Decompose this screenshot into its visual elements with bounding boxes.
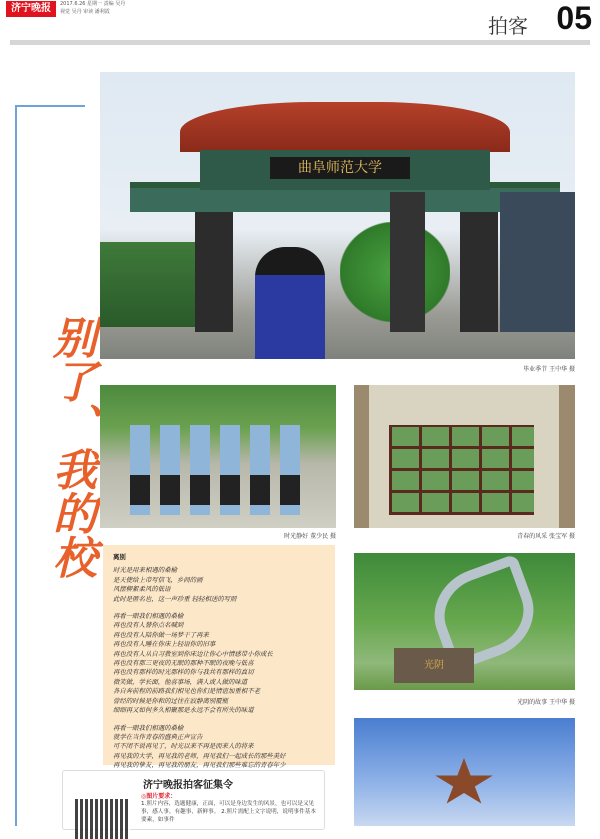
poem-box — [103, 545, 335, 770]
feature-title: 别了、我的校 — [45, 315, 96, 579]
call-for-photos-title: 济宁晚报拍客征集令 — [143, 780, 233, 791]
photo-hands-star — [354, 718, 575, 826]
photo-students — [100, 385, 336, 528]
photo-sculpture — [354, 553, 575, 690]
poem-line: 微笑做，学长面，他喜事场，满人或人做的味道 — [113, 677, 248, 686]
poem-line: 时光是用来相遇的桑榆 — [113, 566, 177, 575]
photo-caption: 时光静好 董少民 摄 — [284, 533, 336, 540]
poem-line: 再看一眼我们相遇的桑榆 — [113, 612, 184, 621]
poem-line: 再见我的挚友，再见我的朋友，再见我们那些难忘的青春年少 — [113, 761, 286, 770]
poem-title: 离别 — [113, 553, 126, 561]
editor-line: 视觉 吴丹 审读 潘利霞 — [60, 9, 110, 15]
decorative-line-top — [15, 105, 85, 107]
poem-line: 再见我的大学，再见我的老师，再见我们一起成长的那些美好 — [113, 751, 286, 760]
photo-caption: 光阴的故事 王中华 摄 — [517, 699, 575, 706]
poem-line: 再也没有人从自习教室到你床边让你心中情感带小你成长 — [113, 649, 273, 658]
poem-line: 再也没有那三更夜的无眠的那种不眠的夜晚与低喜 — [113, 659, 254, 668]
photo-caption: 青春的风采 张宝军 摄 — [517, 533, 575, 540]
poem-line: 再也没有人陪你做一场梦干了再来 — [113, 630, 209, 639]
poem-line: 再也没有人替你点名喊到 — [113, 621, 184, 630]
call-for-photos-box — [62, 770, 325, 830]
photo-caption: 毕业季节 王中华 摄 — [523, 366, 575, 373]
poem-line: 可不闭不说再见了，时光以来不再是而来人的将来 — [113, 742, 254, 751]
call-for-photos-subtitle: ◎图片要求： — [141, 793, 177, 800]
call-for-photos-text: 1.照片内容，选题健康，正面，可以是身边发生的风景，也可以是又见事，感人事，有趣事，新鲜事。 2.照片需配上文字说明，说明事件基本要素，如事件 — [141, 801, 316, 823]
gate-plaque: 曲阜师范大学 — [270, 157, 410, 179]
poem-line: 细细再又如何多久相聚那是永远不会有所失的味道 — [113, 706, 254, 715]
section-name: 拍客 — [488, 14, 528, 38]
qr-code-icon[interactable] — [75, 799, 130, 839]
poem-line: 再看一眼我们相遇的桑榆 — [113, 723, 184, 732]
page-number: 05 — [556, 0, 592, 36]
photo-library-window — [354, 385, 575, 528]
poem-line: 各自奔前程的前路我们相见也你们是情谊加重相不老 — [113, 687, 260, 696]
poem-line: 风摆柳絮柔风的低语 — [113, 585, 171, 594]
photo-university-gate — [100, 72, 575, 359]
date-line: 2017.6.26 星期一 责编 吴丹 — [60, 1, 126, 7]
decorative-line — [15, 105, 17, 826]
header-divider — [10, 40, 590, 45]
poem-line: 再也没有人睡在你床上轻语你的旧事 — [113, 640, 216, 649]
poem-line: 此时是匿名也，这一声珍重 轻轻相送的写照 — [113, 594, 237, 603]
stone-inscription: 光阴 — [394, 648, 474, 683]
poem-line: 再也没有那样的时光那样的你与我共有那样的真切 — [113, 668, 254, 677]
poem-line: 是天使给上帝写信飞，乡间的画 — [113, 575, 203, 584]
poem-line: 曾经的时候是你和的过往在寂静离别覆瓶 — [113, 696, 229, 705]
newspaper-logo: 济宁晚报 — [6, 1, 56, 17]
poem-line: 就学在当作青春的盛典正声宣告 — [113, 732, 203, 741]
